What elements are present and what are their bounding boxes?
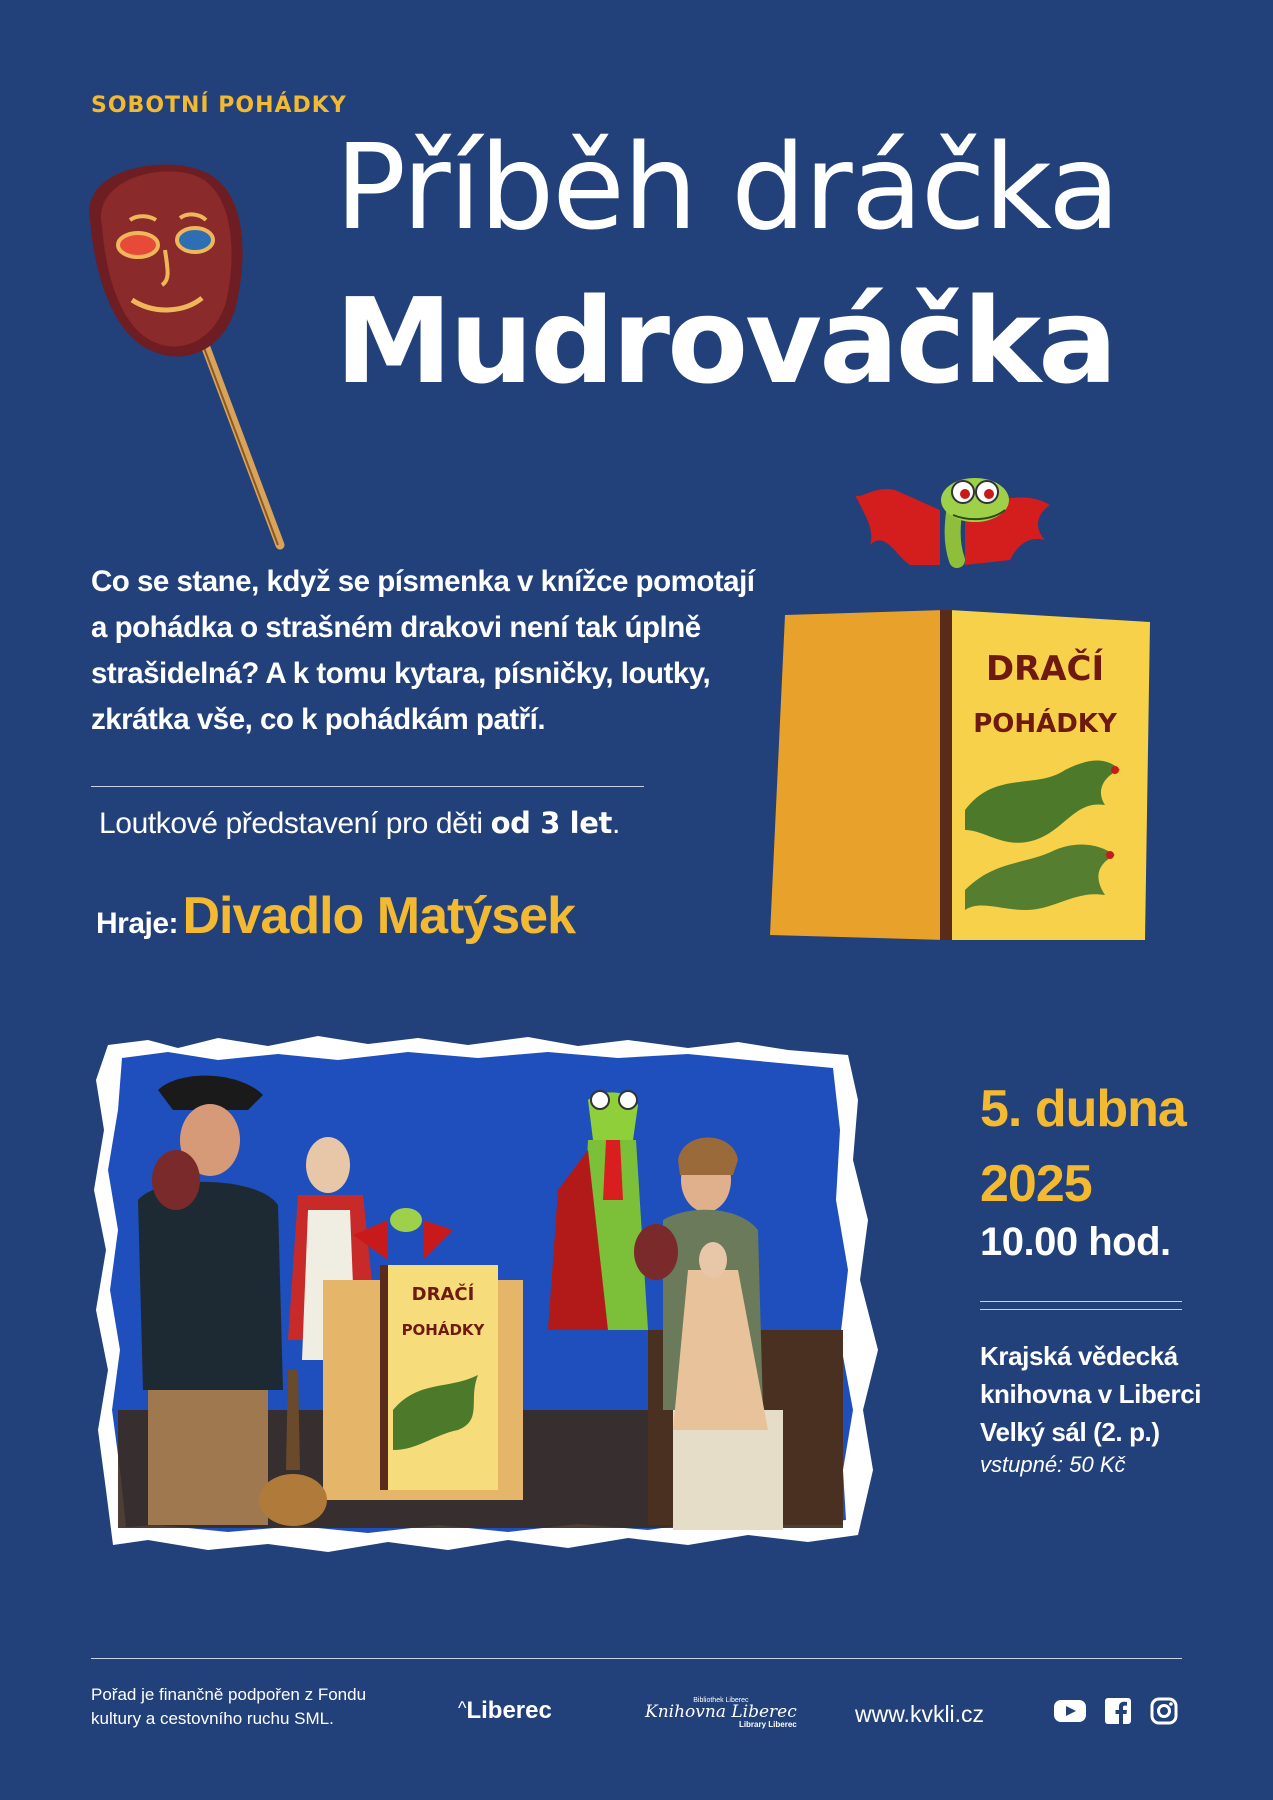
liberec-logo-text: Liberec: [466, 1697, 552, 1724]
mask-illustration: [70, 160, 300, 555]
series-label: SOBOTNÍ POHÁDKY: [91, 93, 347, 118]
venue-line: knihovna v Liberci: [980, 1379, 1202, 1409]
description-line: a pohádka o strašném drakovi není tak úplně: [91, 611, 701, 644]
caret-mark: ^: [458, 1698, 467, 1718]
audience-end: .: [611, 807, 620, 840]
library-logo-main: Knihovna Liberec: [645, 1702, 797, 1722]
book-title-line1: DRAČÍ: [985, 649, 1105, 689]
page-title-line2: Mudrováčka: [335, 272, 1115, 410]
performer-label: Hraje:: [96, 907, 179, 940]
book-title-line2: POHÁDKY: [973, 709, 1117, 739]
description-line: strašidelná? A k tomu kytara, písničky, loutky,: [91, 657, 711, 690]
event-date-year: 2025: [980, 1155, 1092, 1213]
library-logo[interactable]: [645, 1697, 797, 1729]
performance-photo: [88, 1030, 918, 1590]
website-link[interactable]: www.kvkli.cz: [855, 1701, 985, 1727]
divider: [980, 1309, 1182, 1310]
performer: [96, 886, 575, 946]
event-venue: [980, 1337, 1201, 1451]
description-line: Co se stane, když se písmenka v knížce pomotají: [91, 565, 755, 598]
footer-divider: [91, 1658, 1182, 1659]
divider: [91, 786, 644, 787]
event-date: [980, 1072, 1186, 1222]
audience-info: [99, 806, 620, 841]
photo-book-line2: POHÁDKY: [401, 1321, 485, 1339]
library-logo-bottom: Library Liberec: [738, 1720, 797, 1729]
description-line: zkrátka vše, co k pohádkám patří.: [91, 703, 546, 736]
event-time: 10.00 hod.: [980, 1220, 1171, 1264]
support-note: [91, 1683, 366, 1731]
youtube-icon[interactable]: [1053, 1697, 1087, 1725]
venue-line: Velký sál (2. p.): [980, 1417, 1160, 1447]
support-line: kultury a cestovního ruchu SML.: [91, 1709, 334, 1728]
divider: [980, 1301, 1182, 1302]
support-line: Pořad je finančně podpořen z Fondu: [91, 1685, 367, 1704]
instagram-icon[interactable]: [1150, 1697, 1178, 1725]
dragon-book-illustration: [765, 470, 1160, 945]
library-logo-top: Bibliothek Liberec: [693, 1697, 749, 1704]
audience-age: od 3 let: [490, 806, 612, 840]
performer-name: Divadlo Matýsek: [182, 887, 575, 945]
event-date-day: 5. dubna: [980, 1080, 1186, 1138]
description: [91, 559, 755, 743]
liberec-logo[interactable]: [458, 1697, 552, 1725]
audience-text: Loutkové představení pro děti: [99, 807, 491, 840]
photo-book-line1: DRAČÍ: [411, 1284, 475, 1305]
venue-line: Krajská vědecká: [980, 1341, 1178, 1371]
entry-fee: vstupné: 50 Kč: [980, 1452, 1126, 1477]
page-title-line1: Příběh dráčka: [335, 118, 1119, 256]
facebook-icon[interactable]: [1104, 1697, 1132, 1725]
